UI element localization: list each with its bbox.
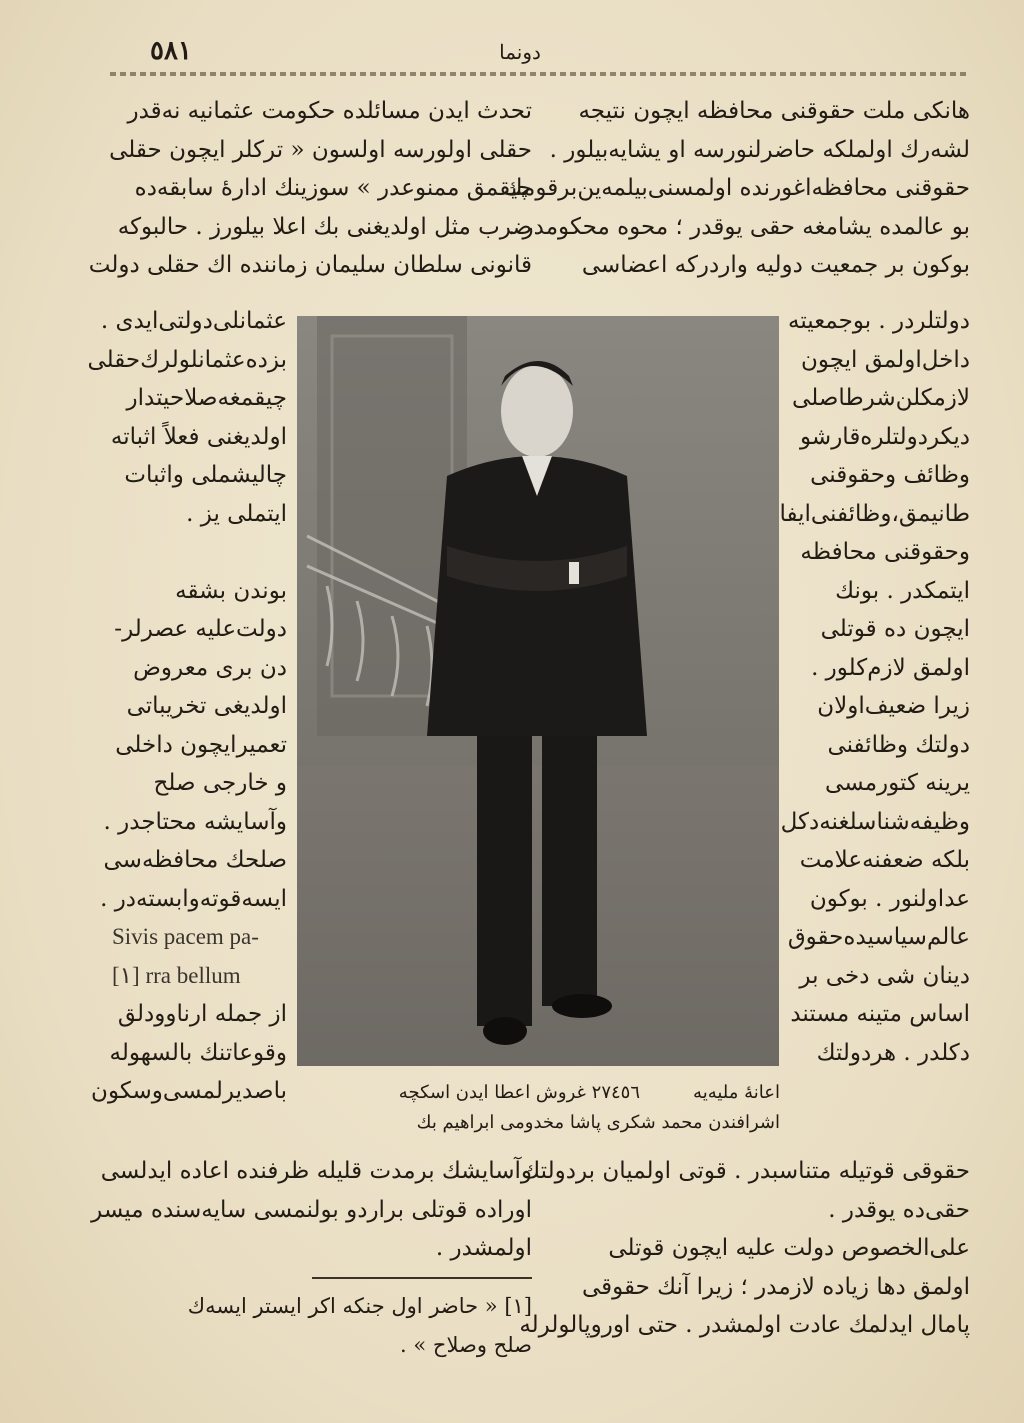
text-line: وآسایشك برمدت قلیله ظرفنده اعاده ایدلسی	[100, 1158, 532, 1184]
text-line: ضرب مثل اولدیغنی بك اعلا بیلورز . حالبوكه	[117, 213, 532, 240]
text-line: اوراده قوتلی براردو بولنمسی سایه‌سنده میسر	[91, 1196, 532, 1223]
text-line: از جمله ارناوودلق	[117, 1001, 287, 1027]
text-line: حقوقی قوتیله متناسبدر . قوتی اولمیان بردولتك	[521, 1158, 970, 1184]
text-line: دولت‌علیه عصرلر-	[114, 616, 287, 642]
header-divider	[110, 72, 970, 76]
text-line: دولتلردر . بوجمعیته	[788, 308, 970, 334]
text-line: یرینه كتورمسی	[825, 770, 970, 796]
bottom-right-column	[519, 1152, 970, 1345]
text-line: پامال ایدلمك عادت اولمشدر . حتی اوروپالولرله	[519, 1312, 970, 1338]
text-line: چالیشملی واثبات	[124, 462, 287, 488]
text-line: باصدیرلمسی‌وسكون	[91, 1078, 287, 1104]
text-line: صلحك محافظه‌سی	[103, 847, 287, 873]
text-line: اساس متینه مستند	[790, 1001, 970, 1027]
text-line: ایتملی یز .	[186, 500, 287, 527]
text-line: ایسه‌قوته‌وابسته‌در .	[100, 885, 287, 912]
text-line: لازمكلن‌شرطاصلی	[792, 385, 970, 411]
text-line: تحدث ایدن مسائلده حكومت عثمانیه نه‌قدر	[127, 98, 532, 124]
text-line: اولمشدر .	[435, 1235, 532, 1261]
text-line: هانكی ملت حقوقنی محافظه ایچون نتیجه‌	[578, 98, 970, 124]
text-line: بو عالمده یشامغه حقی یوقدر ؛ محوه محكومدر .	[507, 213, 970, 240]
bottom-left-column	[91, 1152, 532, 1268]
footnote-line: صلح وصلاح » .	[400, 1332, 532, 1357]
caption-label: اعانهٔ ملیه‌یه	[693, 1082, 780, 1103]
footnote-line: [١] « حاضر اول جنكه اكر ایستر ایسه‌ك	[187, 1294, 532, 1318]
text-line: طانیمق،وظائفنی‌ایفا	[779, 500, 970, 527]
text-line: وآسایشه محتاجدر .	[103, 808, 287, 835]
right-narrow-column	[779, 302, 970, 1072]
text-line: و خارجی صلح	[153, 770, 287, 796]
text-line: تعمیر‌ایچون داخلی	[115, 731, 287, 758]
text-line: عداولنور . بوكون	[809, 885, 970, 912]
text-line: دینان شی دخی بر	[799, 962, 970, 989]
footnote-divider	[312, 1277, 532, 1279]
text-line: اولدیغی تخریباتی	[126, 693, 287, 719]
text-line	[112, 533, 287, 572]
text-line: وظیفه‌شناسلغنه‌دكل	[780, 808, 970, 835]
running-title: دونما	[499, 40, 541, 64]
text-line: علی‌الخصوص دولت علیه ایچون قوتلی	[608, 1235, 970, 1261]
latin-quote-line	[112, 957, 287, 996]
latin-quote-line: Sivis pacem pa-	[112, 924, 259, 949]
text-line: وظائف وحقوقنی	[810, 462, 970, 488]
text-line: دولتك وظائفنی	[827, 731, 970, 758]
portrait-illustration	[297, 316, 779, 1066]
page-number: ٥٨١	[150, 36, 192, 66]
text-line: اولمق لازم‌كلور .	[811, 654, 970, 681]
text-line: اولدیغنی فعلاً اثباته	[110, 423, 287, 450]
latin-quote-text: rra bellum	[145, 962, 241, 988]
text-line: عالم‌سیاسیده‌حقوق	[787, 924, 970, 950]
text-line: قانونی سلطان سلیمان زماننده اك حقلی دولت	[88, 252, 532, 278]
caption-line-1: ٢٧٤٥٦ غروش اعطا ایدن اسكچه	[398, 1082, 640, 1103]
text-line: اولمق دها زیاده لازمدر ؛ زیرا آنك حقوقی	[581, 1273, 970, 1300]
text-line: داخل‌اولمق ایچون	[801, 346, 970, 373]
text-line: بوندن بشقه	[175, 577, 287, 604]
text-line: دیكردولتلره‌قارشو	[800, 423, 970, 450]
text-line: دكلدر . هردولتك	[816, 1039, 970, 1066]
top-right-column	[503, 92, 970, 285]
left-narrow-column	[87, 302, 287, 1111]
footnote	[112, 1287, 532, 1364]
text-line: حقلی اولورسه اولسون « تركلر ایچون حقلی	[109, 136, 532, 163]
text-line: ایچون ده قوتلی	[820, 616, 970, 642]
text-line: لشه‌رك اولملكه حاضرلنورسه او یشایه‌بیلور .	[549, 136, 970, 163]
caption-line-2: اشرافندن محمد شكری پاشا مخدومی ابراهیم بك	[416, 1112, 780, 1133]
footnote-marker: [١]	[112, 962, 140, 988]
text-line: بوكون بر جمعیت دولیه واردركه اعضاسی	[581, 252, 970, 278]
text-line: عثمانلی‌دولتی‌ایدی .	[100, 308, 287, 334]
text-line: حقی‌ده یوقدر .	[828, 1196, 970, 1223]
text-line: زیرا ضعیف‌اولان	[817, 693, 970, 719]
text-line: دن بری معروض	[133, 654, 287, 681]
top-left-column	[88, 92, 532, 285]
text-line: وحقوقنی محافظه	[800, 539, 970, 565]
portrait-photo	[297, 316, 779, 1066]
text-line: چیقمق ممنوعدر » سوزینك ادارهٔ سابقه‌ده	[134, 175, 532, 201]
text-line: ایتمكدر . بونك	[835, 577, 970, 604]
text-line: حقوقنی محافظه‌اغورنده اولمسنی‌بیلمه‌ین‌برقومك	[503, 175, 970, 201]
text-line: بزده‌عثمانلولرك‌حقلی	[87, 346, 287, 373]
text-line: وقوعاتنك بالسهوله	[109, 1039, 287, 1066]
text-line: بلكه ضعفنه‌علامت	[799, 847, 970, 873]
text-line: چیقمغه‌صلاحیتدار	[126, 385, 287, 411]
